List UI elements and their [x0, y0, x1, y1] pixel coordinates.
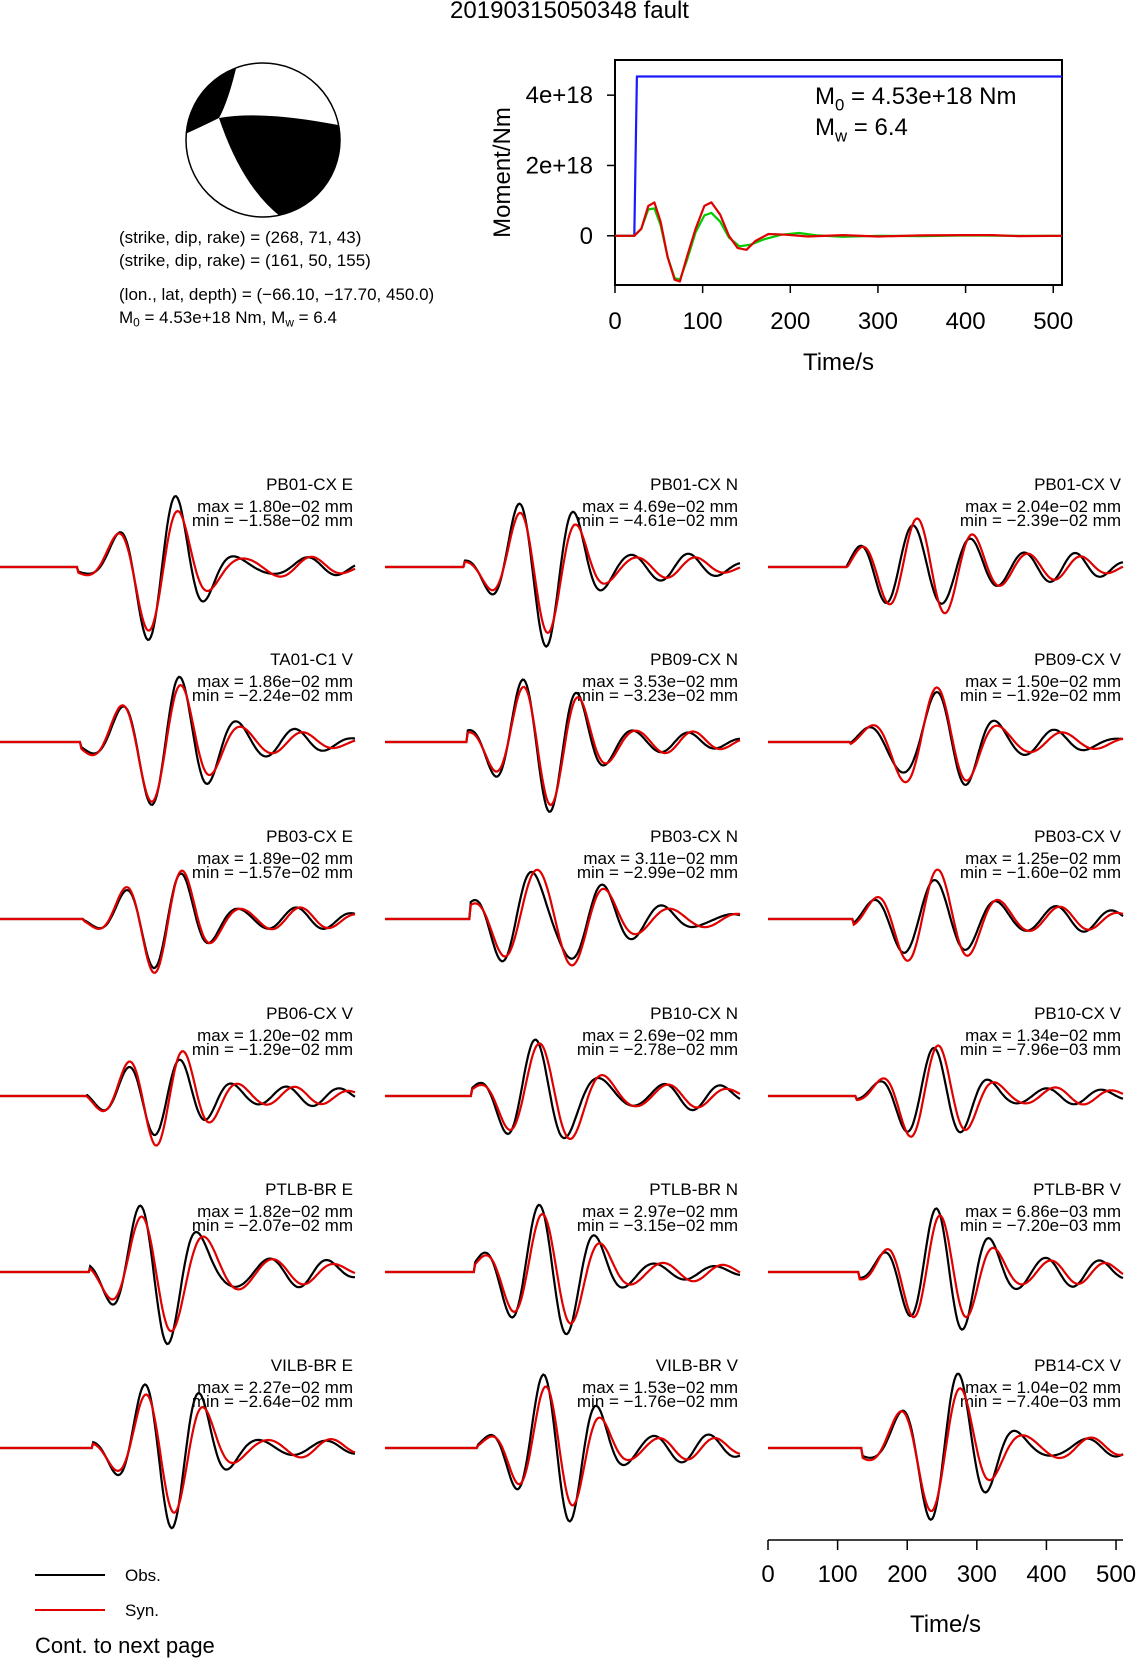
x-tick-label: 100: [817, 1561, 858, 1588]
annotation-mw: $M_w = 6.4$: [815, 114, 908, 146]
synthetic-trace: [768, 1046, 1123, 1137]
max-amplitude-label: max = 6.86e−03 mm: [965, 1202, 1121, 1221]
nodal-plane-1: (strike, dip, rake) = (268, 71, 43): [119, 228, 362, 247]
x-tick-label: 100: [682, 308, 723, 335]
station-label: PB01-CX E: [266, 475, 353, 494]
min-amplitude-label: min = −3.15e−02 mm: [576, 1216, 738, 1235]
y-axis-label: Moment/Nm: [489, 107, 516, 238]
min-amplitude-label: min = −2.78e−02 mm: [576, 1040, 738, 1059]
observed-trace: [0, 874, 355, 969]
station-label: PTLB-BR V: [1033, 1180, 1121, 1199]
y-tick-label: 2e+18: [525, 152, 593, 180]
max-amplitude-label: max = 1.04e−02 mm: [965, 1378, 1121, 1397]
min-amplitude-label: min = −3.23e−02 mm: [576, 686, 738, 705]
y-tick-label: 4e+18: [525, 82, 593, 110]
station-label: VILB-BR E: [270, 1356, 353, 1375]
x-axis-label: Time/s: [909, 1611, 982, 1638]
footer-note: Cont. to next page: [35, 1633, 215, 1658]
observed-trace: [768, 880, 1123, 953]
min-amplitude-label: min = −7.20e−03 mm: [959, 1216, 1121, 1235]
series-line-1: [615, 208, 1062, 279]
min-amplitude-label: min = −1.57e−02 mm: [191, 863, 353, 882]
station-label: PB03-CX N: [650, 827, 738, 846]
x-tick-label: 400: [945, 308, 986, 335]
max-amplitude-label: max = 1.82e−02 mm: [197, 1202, 353, 1221]
min-amplitude-label: min = −1.58e−02 mm: [191, 511, 353, 530]
station-label: PB09-CX N: [650, 650, 738, 669]
location: (lon., lat, depth) = (−66.10, −17.70, 450.0): [119, 285, 435, 304]
max-amplitude-label: max = 1.25e−02 mm: [965, 849, 1121, 868]
station-label: PB06-CX V: [266, 1004, 353, 1023]
max-amplitude-label: max = 3.11e−02 mm: [583, 849, 738, 868]
min-amplitude-label: min = −2.07e−02 mm: [191, 1216, 353, 1235]
y-tick-label: 0: [579, 222, 593, 250]
annotation-m0: $M_0 = 4.53e+18$ Nm: [815, 83, 1017, 115]
legend-observed-label: Obs.: [125, 1566, 161, 1585]
max-amplitude-label: max = 2.27e−02 mm: [197, 1378, 353, 1397]
station-label: PB03-CX E: [266, 827, 353, 846]
max-amplitude-label: max = 2.04e−02 mm: [965, 497, 1121, 516]
x-tick-label: 300: [857, 308, 898, 335]
moment-info: $M_0 = 4.53e+18$ Nm, $M_w = 6.4$: [119, 308, 337, 330]
x-tick-label: 300: [956, 1561, 997, 1588]
min-amplitude-label: min = −2.39e−02 mm: [959, 511, 1121, 530]
station-label: PTLB-BR E: [265, 1180, 353, 1199]
observed-trace: [0, 1060, 355, 1135]
legend-synthetic-label: Syn.: [125, 1601, 160, 1620]
x-axis-label: Time/s: [802, 349, 875, 376]
max-amplitude-label: max = 1.86e−02 mm: [197, 672, 353, 691]
max-amplitude-label: max = 1.20e−02 mm: [197, 1026, 353, 1045]
min-amplitude-label: min = −1.76e−02 mm: [576, 1392, 738, 1411]
x-tick-label: 0: [761, 1561, 775, 1588]
nodal-plane-2: (strike, dip, rake) = (161, 50, 155): [119, 251, 371, 270]
max-amplitude-label: max = 3.53e−02 mm: [582, 672, 738, 691]
x-tick-label: 200: [770, 308, 811, 335]
waveform-grid: [0, 460, 1139, 1661]
max-amplitude-label: max = 2.69e−02 mm: [582, 1026, 738, 1045]
synthetic-trace: [768, 870, 1123, 961]
station-label: PB10-CX V: [1034, 1004, 1121, 1023]
max-amplitude-label: max = 2.97e−02 mm: [582, 1202, 738, 1221]
moment-rate-chart: [480, 40, 1139, 410]
min-amplitude-label: min = −1.29e−02 mm: [191, 1040, 353, 1059]
max-amplitude-label: max = 1.53e−02 mm: [582, 1378, 738, 1397]
x-tick-label: 400: [1026, 1561, 1067, 1588]
station-label: PB01-CX N: [650, 475, 738, 494]
synthetic-trace: [385, 513, 740, 633]
beachball: [183, 60, 343, 220]
x-tick-label: 500: [1033, 308, 1074, 335]
station-label: VILB-BR V: [655, 1356, 738, 1375]
synthetic-trace: [385, 870, 740, 966]
max-amplitude-label: max = 1.50e−02 mm: [965, 672, 1121, 691]
max-amplitude-label: max = 1.34e−02 mm: [965, 1026, 1121, 1045]
max-amplitude-label: max = 4.69e−02 mm: [582, 497, 738, 516]
series-line-2: [615, 202, 1062, 281]
min-amplitude-label: min = −1.60e−02 mm: [959, 863, 1121, 882]
station-label: PB01-CX V: [1034, 475, 1121, 494]
min-amplitude-label: min = −2.99e−02 mm: [576, 863, 738, 882]
x-tick-label: 500: [1096, 1561, 1137, 1588]
max-amplitude-label: max = 1.89e−02 mm: [197, 849, 353, 868]
min-amplitude-label: min = −4.61e−02 mm: [576, 511, 738, 530]
station-label: TA01-C1 V: [270, 650, 353, 669]
min-amplitude-label: min = −2.24e−02 mm: [191, 686, 353, 705]
synthetic-trace: [0, 871, 355, 973]
x-tick-label: 200: [887, 1561, 928, 1588]
min-amplitude-label: min = −7.96e−03 mm: [959, 1040, 1121, 1059]
max-amplitude-label: max = 1.80e−02 mm: [197, 497, 353, 516]
min-amplitude-label: min = −7.40e−03 mm: [959, 1392, 1121, 1411]
figure-title: 20190315050348 fault: [450, 0, 689, 24]
min-amplitude-label: min = −2.64e−02 mm: [191, 1392, 353, 1411]
station-label: PB10-CX N: [650, 1004, 738, 1023]
min-amplitude-label: min = −1.92e−02 mm: [959, 686, 1121, 705]
x-tick-label: 0: [608, 308, 622, 335]
station-label: PB03-CX V: [1034, 827, 1121, 846]
station-label: PB14-CX V: [1034, 1356, 1121, 1375]
station-label: PB09-CX V: [1034, 650, 1121, 669]
station-label: PTLB-BR N: [649, 1180, 738, 1199]
